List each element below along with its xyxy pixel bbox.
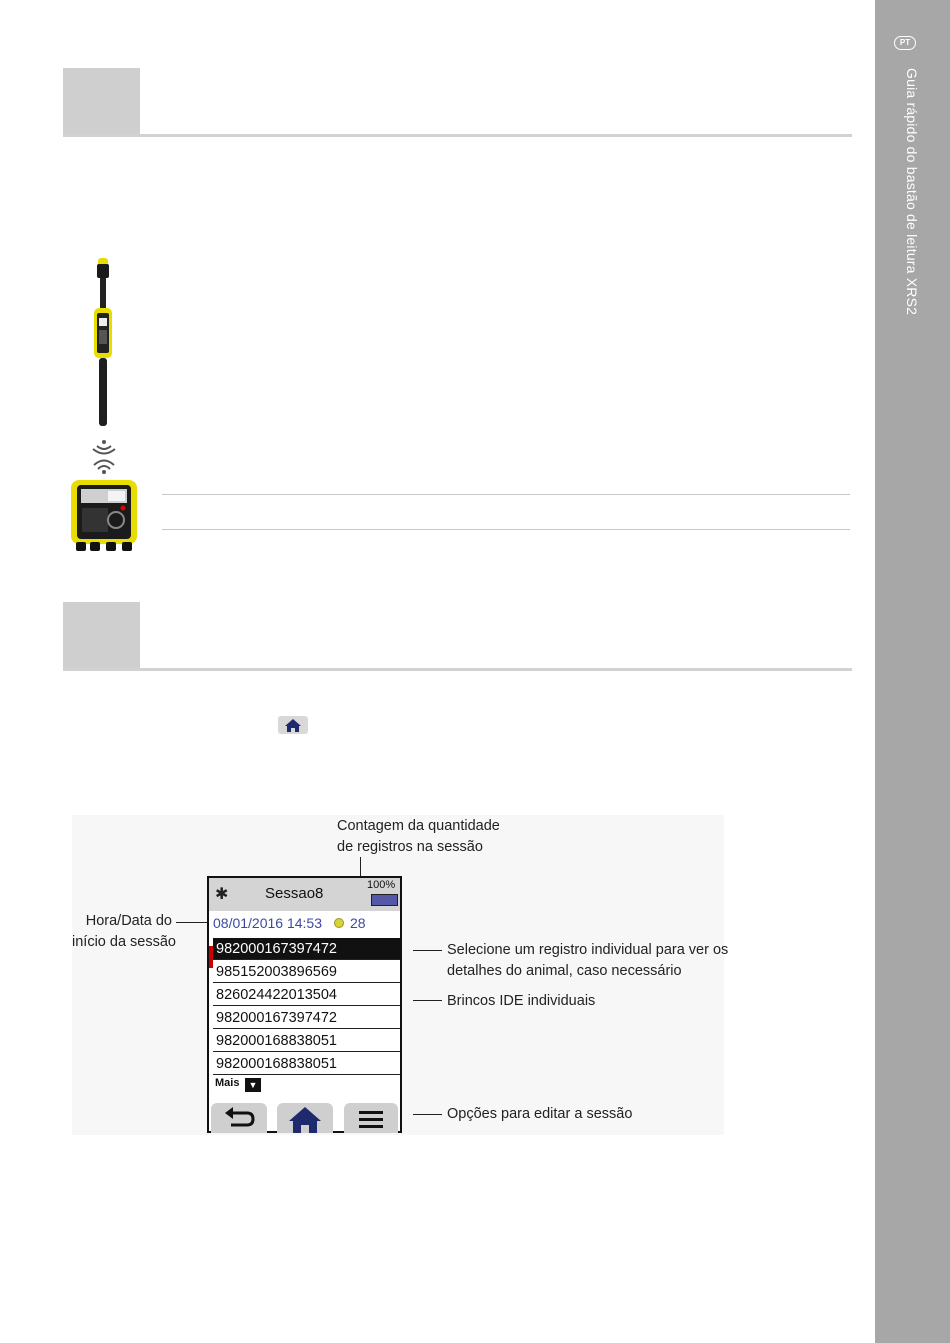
callout-eid-tags: Brincos IDE individuais (447, 993, 596, 1009)
session-datetime: 08/01/2016 14:53 (213, 915, 322, 931)
weigh-indicator-image (68, 476, 140, 554)
record-row[interactable]: 982000168838051 (213, 1053, 400, 1075)
more-arrow-icon[interactable]: ▼ (245, 1078, 261, 1092)
bluetooth-icon: ✱ (215, 886, 229, 903)
session-title: Sessao8 (265, 885, 324, 902)
record-row[interactable]: 826024422013504 (213, 984, 400, 1006)
callout-eid-line (413, 1000, 442, 1001)
section-1-marker (63, 68, 140, 136)
home-button[interactable] (277, 1103, 333, 1133)
side-title: Guia rápido do bastão de leitura XRS2 (904, 68, 920, 316)
section-2-marker (63, 602, 140, 670)
record-count-icon (334, 918, 344, 928)
divider-2 (162, 529, 850, 530)
battery-icon (371, 894, 398, 906)
session-screen (207, 876, 402, 1133)
record-row[interactable]: 982000167397472 (213, 1007, 400, 1029)
callout-session-datetime: Hora/Data do início da sessão (72, 913, 176, 950)
record-row[interactable]: 982000168838051 (213, 1030, 400, 1052)
section-2-rule (63, 668, 852, 671)
callout-select-line (413, 950, 442, 951)
record-row-selected[interactable]: 982000167397472 (213, 938, 400, 960)
back-button[interactable] (211, 1103, 267, 1133)
callout-edit-options: Opções para editar a sessão (447, 1106, 633, 1122)
callout-select-record: Selecione um registro individual para ver os detalhes do animal, caso necessário (447, 942, 729, 979)
section-1-rule (63, 134, 852, 137)
menu-button[interactable] (344, 1103, 398, 1133)
back-arrow-icon (211, 1103, 267, 1133)
home-icon (277, 1103, 333, 1133)
home-icon (278, 716, 308, 734)
callout-edit-line (413, 1114, 442, 1115)
more-label[interactable]: Mais (215, 1077, 240, 1089)
record-count: 28 (350, 915, 366, 931)
battery-percent: 100% (367, 879, 396, 891)
callout-record-count: Contagem da quantidade de registros na sessão (337, 818, 500, 855)
menu-icon (344, 1103, 398, 1133)
wand-reader-image (90, 258, 116, 438)
language-badge: PT (894, 36, 916, 50)
divider-1 (162, 494, 850, 495)
wireless-signal-icon (88, 430, 120, 475)
record-row[interactable]: 985152003896569 (213, 961, 400, 983)
